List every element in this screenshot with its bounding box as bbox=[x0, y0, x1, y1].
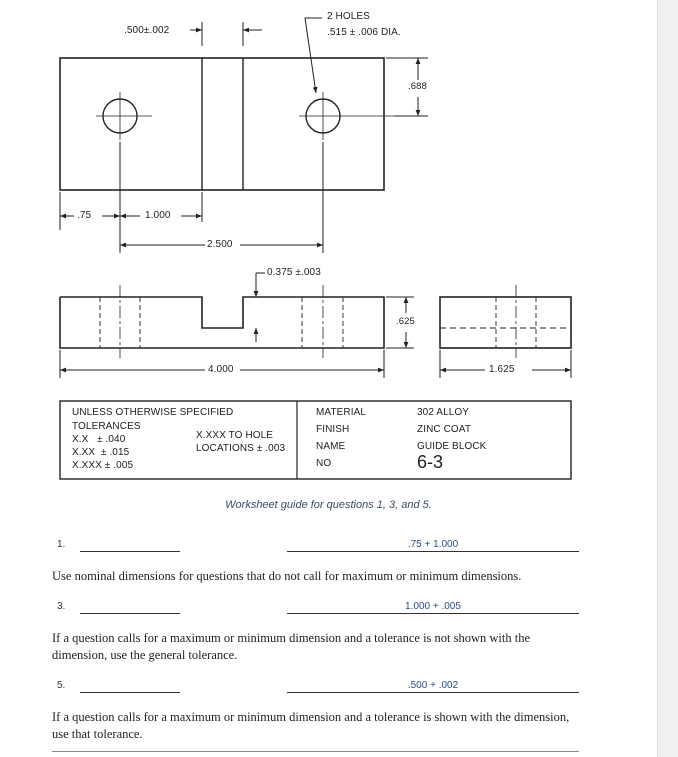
dim-75-label: .75 bbox=[77, 210, 92, 221]
note-general-tolerance: If a question calls for a maximum or minimum dimension and a tolerance is not shown with the dimension, use the general tolerance. bbox=[52, 631, 531, 662]
tb-material-value: 302 ALLOY bbox=[417, 407, 470, 418]
figure-caption: Worksheet guide for questions 1, 3, and 5. bbox=[225, 499, 432, 511]
tb-hole-loc1: X.XXX TO HOLE bbox=[196, 430, 274, 441]
tb-tol-xx: X.XX ± .015 bbox=[72, 447, 130, 458]
tb-unless: UNLESS OTHERWISE SPECIFIED bbox=[72, 407, 234, 418]
question-1-answer: .75 + 1.000 bbox=[407, 539, 459, 550]
tb-material-label: MATERIAL bbox=[316, 407, 367, 418]
question-3-answer: 1.000 + .005 bbox=[405, 601, 461, 612]
question-5-blank-short[interactable] bbox=[80, 692, 180, 693]
holes-label-line2: .515 ± .006 DIA. bbox=[327, 27, 401, 38]
front-view-outline bbox=[60, 297, 384, 348]
question-3-blank-short[interactable] bbox=[80, 613, 180, 614]
tb-name-label: NAME bbox=[316, 441, 346, 452]
dim-2500-label: 2.500 bbox=[207, 239, 233, 250]
note-nominal: Use nominal dimensions for questions that do not call for maximum or minimum dimensions. bbox=[52, 569, 522, 583]
dim-0375-label: 0.375 ±.003 bbox=[267, 267, 321, 278]
dim-1625-label: 1.625 bbox=[489, 364, 515, 375]
vertical-scrollbar[interactable] bbox=[657, 0, 678, 757]
bottom-rule bbox=[52, 751, 579, 752]
question-5-answer: .500 + .002 bbox=[407, 680, 459, 691]
tb-no-value: 6-3 bbox=[417, 452, 444, 472]
tb-tolerances: TOLERANCES bbox=[72, 421, 141, 432]
question-5-number: 5. bbox=[57, 680, 66, 691]
holes-label-line1: 2 HOLES bbox=[327, 11, 370, 22]
tb-finish-label: FINISH bbox=[316, 424, 350, 435]
tb-finish-value: ZINC COAT bbox=[417, 424, 472, 435]
dim-625-label: .625 bbox=[396, 316, 415, 327]
question-5-answer-line[interactable] bbox=[287, 692, 579, 693]
tb-name-value: GUIDE BLOCK bbox=[417, 441, 487, 452]
question-3-number: 3. bbox=[57, 601, 66, 612]
note-shown-tolerance: If a question calls for a maximum or minimum dimension and a tolerance is shown with the dimension, use that tolerance. bbox=[52, 710, 570, 741]
question-1-number: 1. bbox=[57, 539, 66, 550]
dim-500-label: .500±.002 bbox=[124, 25, 170, 36]
holes-leader bbox=[305, 18, 322, 93]
tb-hole-loc2: LOCATIONS ± .003 bbox=[196, 443, 286, 454]
dim-1000-label: 1.000 bbox=[145, 210, 171, 221]
question-3-answer-line[interactable] bbox=[287, 613, 579, 614]
side-view-outline bbox=[440, 297, 571, 348]
tb-no-label: NO bbox=[316, 458, 332, 469]
dim-4000-label: 4.000 bbox=[208, 364, 234, 375]
tb-tol-xxx: X.XXX ± .005 bbox=[72, 460, 134, 471]
top-view-outline bbox=[60, 58, 384, 190]
dim-688-label: .688 bbox=[408, 81, 427, 92]
question-1-blank-short[interactable] bbox=[80, 551, 180, 552]
question-1-answer-line[interactable] bbox=[287, 551, 579, 552]
tb-tol-x: X.X ± .040 bbox=[72, 434, 126, 445]
